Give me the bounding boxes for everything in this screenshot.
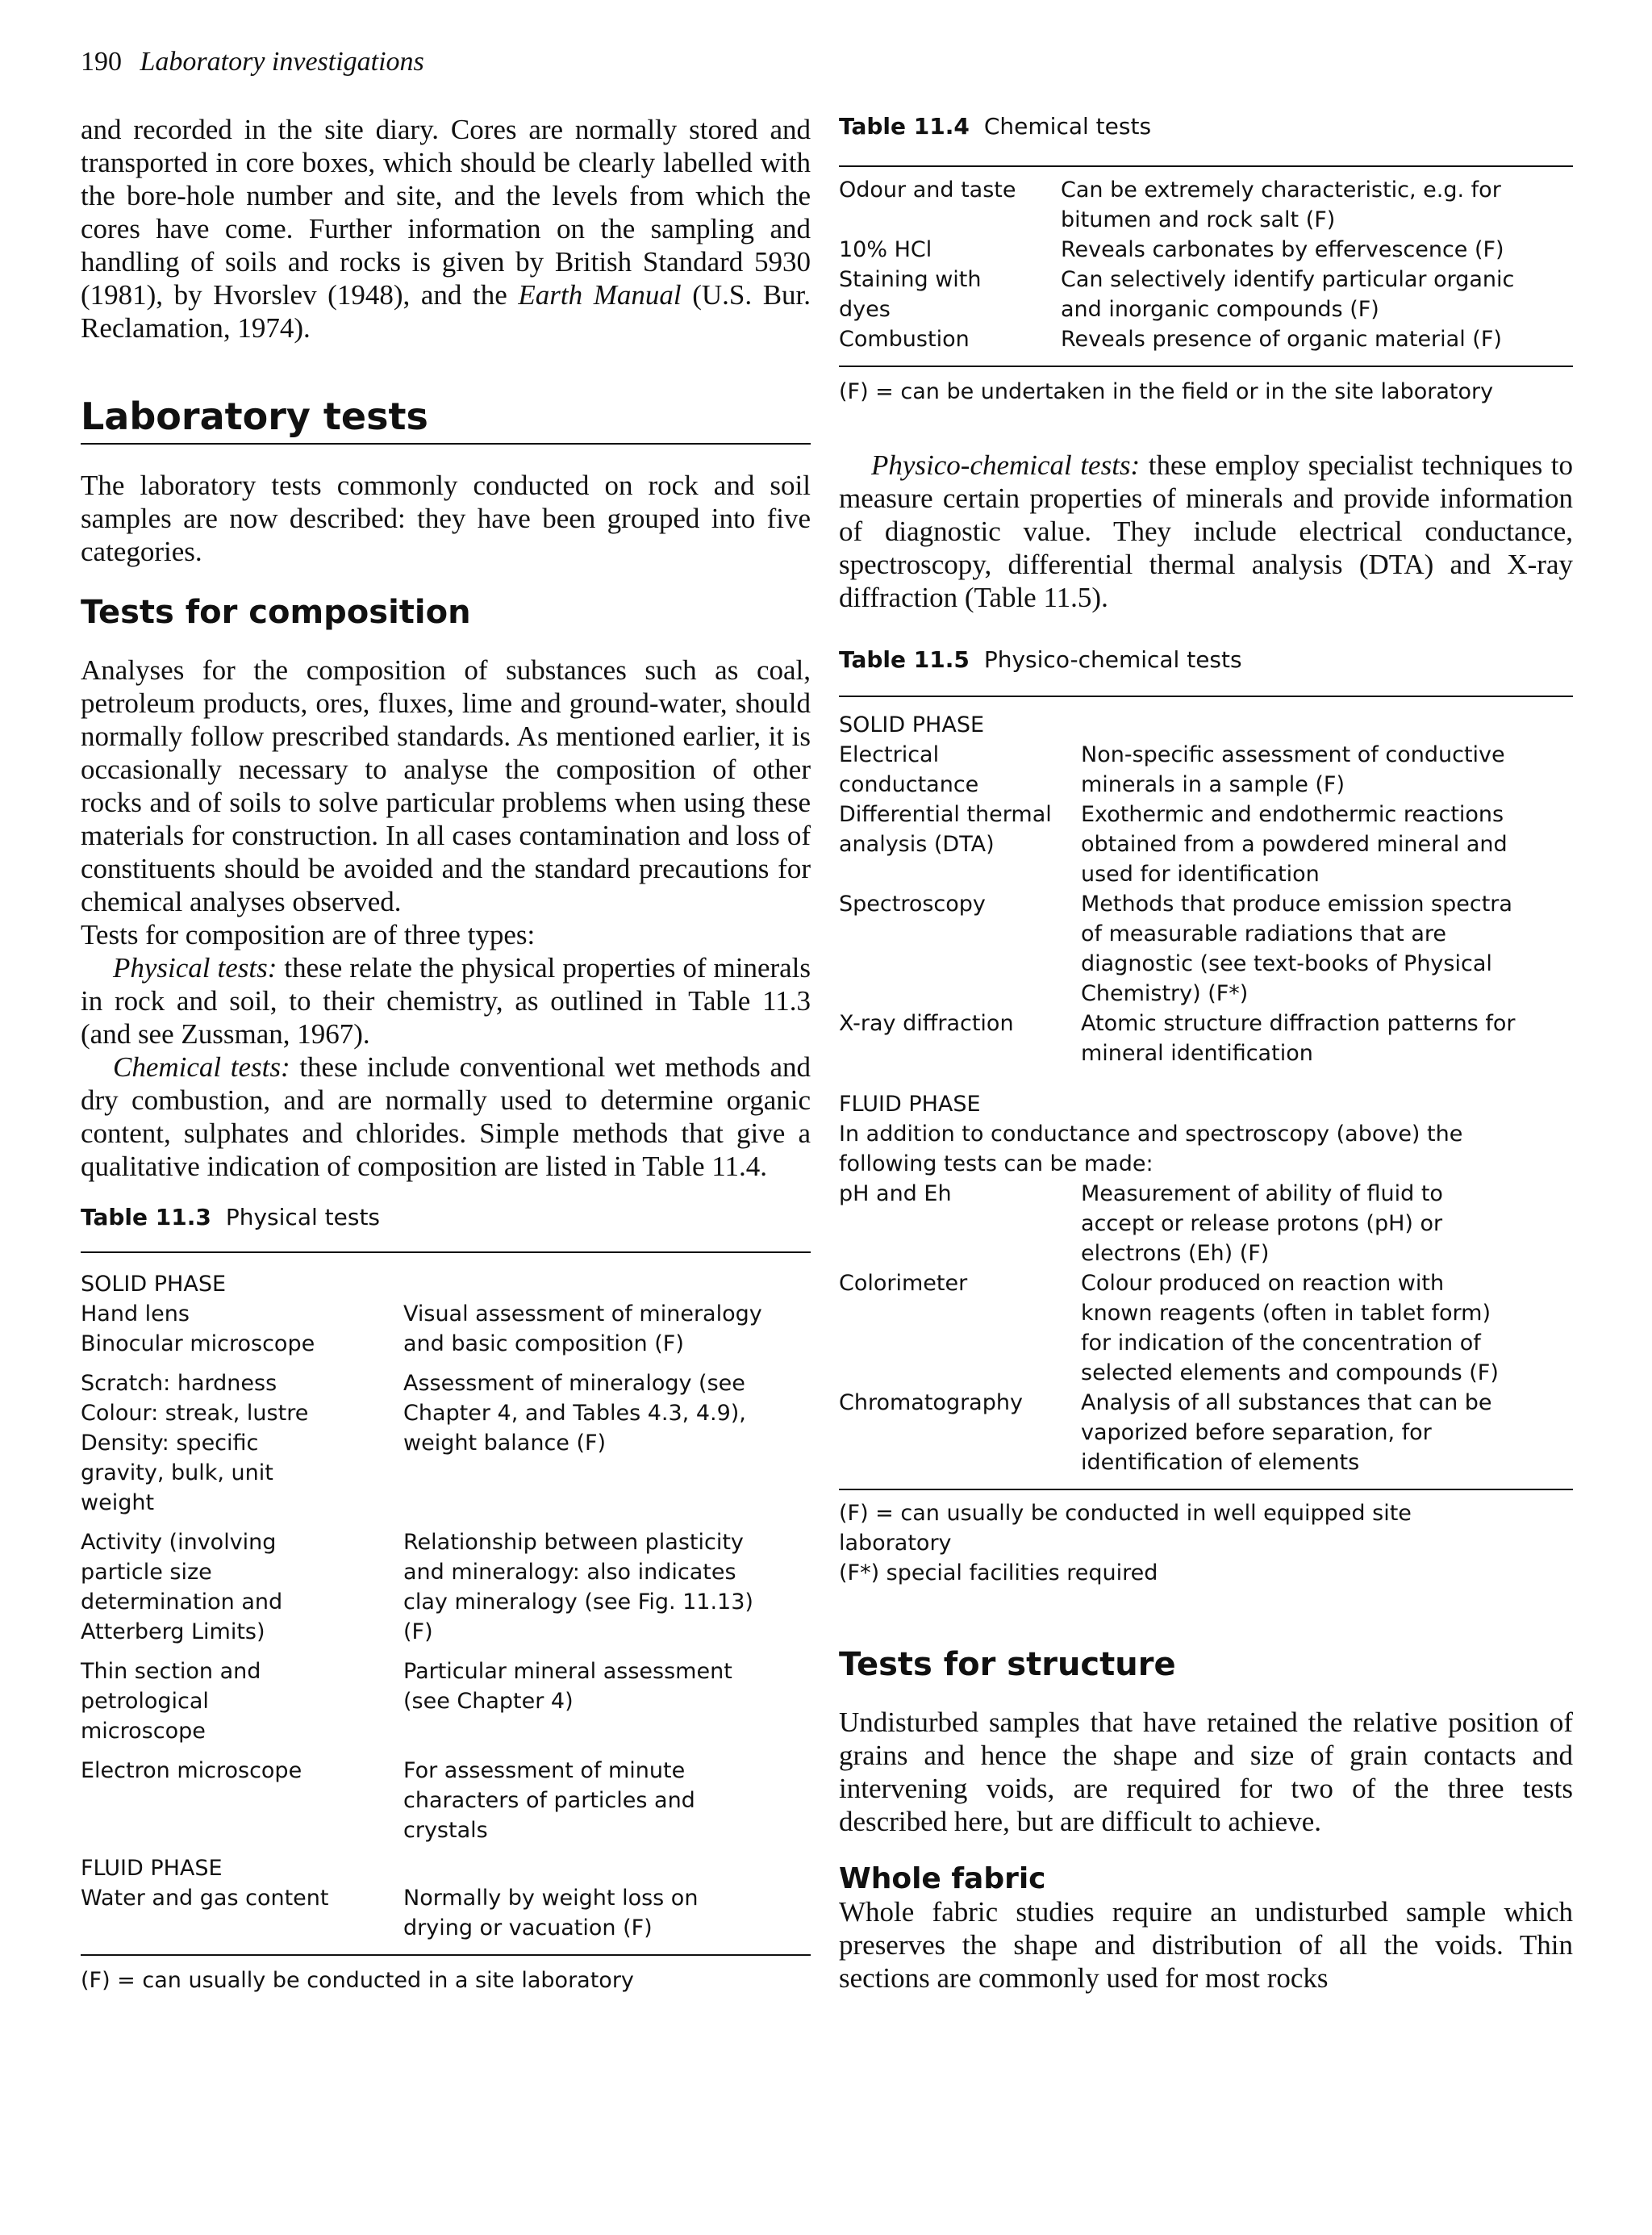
composition-paragraph: Analyses for the composition of substances such as coal, petroleum products, ores, fluxes, lime and ground-water, should normally follow prescribed standards. As mentioned earlier, it is occasionally necessary to analyse the composition of other rocks and of soils to solve particular problems when using these materials for construction. In all cases contamination and loss of constituents should be avoided and the standard precautions for chemical analyses observed. — [81, 654, 811, 917]
table-11-4 — [839, 113, 1573, 407]
table-11-4-title: Chemical tests — [983, 113, 1152, 140]
table-cell-test: X-ray diffraction — [839, 1011, 1014, 1036]
solid-phase-label: SOLID PHASE — [81, 1272, 227, 1297]
table-row — [839, 1388, 1573, 1477]
table-11-3-label: Table 11.3 — [81, 1204, 211, 1230]
table-cell-test: Water and gas content — [81, 1886, 329, 1911]
table-cell-test: Scratch: hardness Colour: streak, lustre Density: specific gravity, bulk, unit weight — [81, 1371, 309, 1515]
table-rule — [839, 165, 1573, 167]
table-cell-test: Hand lens Binocular microscope — [81, 1301, 315, 1356]
table-11-4-body — [839, 175, 1573, 354]
table-row — [839, 740, 1573, 800]
table-row — [839, 1009, 1573, 1068]
table-cell-description: Measurement of ability of fluid to accept or release protons (pH) or electrons (Eh) (F) — [1081, 1181, 1443, 1266]
table-cell-test: Spectroscopy — [839, 892, 986, 917]
heading-tests-for-structure: Tests for structure — [839, 1646, 1176, 1683]
physico-chemical-paragraph: Physico-chemical tests: these employ specialist techniques to measure certain properties of minerals and provide information of diagnostic value. They include electrical conductance, spectroscopy, differential thermal analysis (DTA) and X-ray diffraction (Table 11.5). — [839, 449, 1574, 613]
table-row — [839, 235, 1573, 265]
table-row — [839, 1268, 1573, 1388]
table-11-5-body — [839, 740, 1573, 1068]
table-row — [81, 1527, 811, 1647]
whole-fabric-paragraph: Whole fabric studies require an undisturbed sample which preserves the shape and distribution of all the voids. Thin sections are commonly used for most rocks — [839, 1896, 1573, 1994]
lab-tests-paragraph: The laboratory tests commonly conducted on rock and soil samples are now described: they have been grouped into five categories. — [81, 470, 811, 567]
intro-paragraph: and recorded in the site diary. Cores are normally stored and transported in core boxes, which should be clearly labelled with the bore-hole number and site, and the levels from which the cores have come. Further information on the sampling and handling of soils and rocks is given by British Standard 5930 (1981), by Hvorslev (1948), and the Earth Manual (U.S. Bur. Reclamation, 1974). — [81, 114, 811, 344]
table-11-5-label: Table 11.5 — [839, 646, 970, 673]
solid-phase-label: SOLID PHASE — [839, 712, 985, 737]
table-cell-test: Thin section and petrological microscope — [81, 1659, 261, 1744]
table-cell-description: Methods that produce emission spectra of measurable radiations that are diagnostic (see text-books of Physical Chemistry) (F*) — [1081, 892, 1512, 1006]
table-cell-test: Electron microscope — [81, 1758, 302, 1783]
fluid-phase-intro: In addition to conductance and spectroscopy (above) the following tests can be made: — [839, 1122, 1463, 1176]
table-cell-description: Visual assessment of mineralogy and basic composition (F) — [403, 1301, 762, 1356]
table-rule — [81, 1954, 811, 1956]
table-11-5 — [839, 646, 1573, 1588]
table-cell-test: Odour and taste — [839, 178, 1016, 203]
table-row — [81, 1299, 811, 1359]
table-cell-description: Particular mineral assessment (see Chapter 4) — [403, 1659, 732, 1714]
table-11-5-footnote-1: (F) = can usually be conducted in well equipped site laboratory — [839, 1501, 1412, 1556]
table-cell-description: Non-specific assessment of conductive minerals in a sample (F) — [1081, 742, 1505, 797]
table-rule — [839, 1489, 1573, 1490]
physical-tests-paragraph: Physical tests: these relate the physical properties of minerals in rock and soil, to their chemistry, as outlined in Table 11.3 (and see Zussman, 1967). — [81, 952, 811, 1050]
table-row — [81, 1368, 811, 1518]
table-row — [839, 265, 1573, 324]
table-11-3-fluid-body — [81, 1883, 811, 1943]
table-11-3 — [81, 1204, 811, 1995]
table-rule — [839, 696, 1573, 697]
table-cell-description: Exothermic and endothermic reactions obtained from a powdered mineral and used for identification — [1081, 802, 1508, 887]
heading-whole-fabric: Whole fabric — [839, 1862, 1046, 1895]
table-cell-test: pH and Eh — [839, 1181, 952, 1206]
table-11-5-title: Physico-chemical tests — [983, 646, 1242, 673]
table-cell-test: Differential thermal analysis (DTA) — [839, 802, 1052, 857]
fluid-phase-label: FLUID PHASE — [839, 1092, 981, 1117]
table-cell-description: Can be extremely characteristic, e.g. for bitumen and rock salt (F) — [1061, 178, 1501, 232]
table-row — [839, 175, 1573, 235]
table-11-4-footnote: (F) = can be undertaken in the field or in the site laboratory — [839, 379, 1494, 404]
table-cell-description: Atomic structure diffraction patterns for mineral identification — [1081, 1011, 1516, 1066]
running-header — [81, 47, 424, 77]
table-cell-description: Relationship between plasticity and mineralogy: also indicates clay mineralogy (see Fig. 11.13) (F) — [403, 1530, 753, 1644]
table-row — [81, 1883, 811, 1943]
table-cell-description: Can selectively identify particular organic and inorganic compounds (F) — [1061, 267, 1515, 322]
table-cell-description: Colour produced on reaction with known reagents (often in tablet form) for indication of the concentration of selected elements and compounds (F) — [1081, 1271, 1499, 1385]
heading-tests-for-composition: Tests for composition — [81, 594, 471, 631]
table-row — [839, 800, 1573, 889]
table-cell-test: Combustion — [839, 327, 970, 352]
table-cell-description: Reveals presence of organic material (F) — [1061, 327, 1502, 352]
table-row — [81, 1656, 811, 1746]
table-cell-test: Colorimeter — [839, 1271, 968, 1296]
table-11-3-title: Physical tests — [225, 1204, 381, 1230]
table-cell-test: 10% HCl — [839, 237, 932, 262]
table-row — [81, 1756, 811, 1845]
table-row — [839, 889, 1573, 1009]
table-row — [839, 324, 1573, 354]
table-11-3-body — [81, 1299, 811, 1845]
table-11-5-fluid-body — [839, 1179, 1573, 1477]
table-cell-description: Reveals carbonates by effervescence (F) — [1061, 237, 1504, 262]
page-number: 190 — [81, 47, 122, 77]
table-cell-description: Assessment of mineralogy (see Chapter 4, and Tables 4.3, 4.9), weight balance (F) — [403, 1371, 746, 1456]
table-11-3-footnote: (F) = can usually be conducted in a site laboratory — [81, 1968, 634, 1993]
table-11-5-caption — [839, 646, 1573, 673]
right-column — [839, 113, 1573, 1995]
table-row — [839, 1179, 1573, 1268]
table-cell-description: For assessment of minute characters of particles and crystals — [403, 1758, 695, 1843]
fluid-phase-label: FLUID PHASE — [81, 1856, 223, 1881]
table-11-5-footnote-2: (F*) special facilities required — [839, 1560, 1158, 1585]
table-cell-test: Activity (involving particle size determination and Atterberg Limits) — [81, 1530, 283, 1644]
types-line: Tests for composition are of three types: — [81, 919, 536, 950]
table-11-4-caption — [839, 113, 1573, 140]
table-cell-description: Analysis of all substances that can be vaporized before separation, for identification of elements — [1081, 1390, 1492, 1475]
running-title: Laboratory investigations — [140, 47, 424, 77]
table-rule — [81, 1251, 811, 1253]
left-column — [81, 113, 811, 1995]
table-rule — [839, 366, 1573, 367]
table-cell-test: Staining with dyes — [839, 267, 982, 322]
table-cell-test: Chromatography — [839, 1390, 1023, 1415]
chemical-tests-paragraph: Chemical tests: these include conventional wet methods and dry combustion, and are normally used to determine organic content, sulphates and chlorides. Simple methods that give a qualitative indication of composition are listed in Table 11.4. — [81, 1051, 811, 1182]
table-11-3-caption — [81, 1204, 811, 1230]
structure-paragraph: Undisturbed samples that have retained the relative position of grains and hence the shape and size of grain contacts and intervening voids, are required for two of the three tests described here, but are difficult to achieve. — [839, 1707, 1573, 1837]
table-cell-test: Electrical conductance — [839, 742, 979, 797]
heading-laboratory-tests: Laboratory tests — [81, 395, 811, 445]
table-11-4-label: Table 11.4 — [839, 113, 970, 140]
table-cell-description: Normally by weight loss on drying or vacuation (F) — [403, 1886, 699, 1940]
